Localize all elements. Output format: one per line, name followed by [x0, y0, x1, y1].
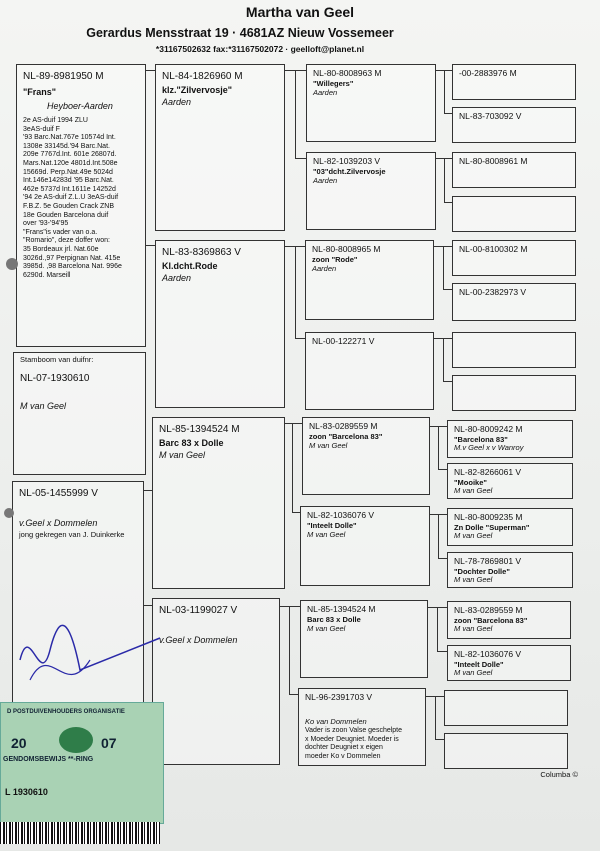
grandparent-box-3: NL-80-8008965 M zoon "Rode" Aarden	[305, 240, 434, 320]
connector-line	[295, 158, 306, 159]
connector-line	[292, 512, 300, 513]
sticker-number: L 1930610	[5, 787, 48, 797]
connector-line	[443, 338, 444, 381]
subject-ring: NL-05-1455999 V	[19, 488, 98, 499]
great-grandparent-box-5: NL-00-8100302 M	[452, 240, 576, 276]
connector-line	[285, 423, 302, 424]
owner-box	[16, 64, 146, 347]
great-grandparent-box-15	[444, 690, 568, 726]
connector-line	[443, 381, 452, 382]
parent-box-3: NL-85-1394524 M Barc 83 x Dolle M van Geel	[152, 417, 285, 589]
subject-note: jong gekregen van J. Duinkerke	[19, 530, 125, 539]
connector-line	[435, 739, 444, 740]
great-grandparent-box-11: NL-80-8009235 M Zn Dolle "Superman" M van Geel	[447, 508, 573, 546]
grandparent-box-1: NL-80-8008963 M "Willegers" Aarden	[306, 64, 436, 142]
great-grandparent-box-1: -00-2883976 M	[452, 64, 576, 100]
great-grandparent-box-2: NL-83-703092 V	[452, 107, 576, 143]
connector-line	[292, 423, 293, 512]
owner-pigeon-name: "Frans"	[23, 87, 57, 97]
parent-box-1: NL-84-1826960 M klz."Zilvervosje" Aarden	[155, 64, 285, 231]
connector-line	[289, 694, 298, 695]
breeder-contact: *31167502632 fax:*31167502072 · geelloft@planet.nl	[155, 44, 365, 54]
connector-line	[443, 289, 452, 290]
stamboom-ring: NL-07-1930610	[20, 373, 90, 384]
connector-line	[438, 558, 447, 559]
connector-line	[144, 490, 152, 491]
connector-line	[444, 158, 445, 202]
stamboom-label: Stamboom van duifnr:	[20, 355, 94, 364]
stamboom-box	[13, 352, 146, 475]
barcode	[0, 822, 160, 844]
great-grandparent-box-6: NL-00-2382973 V	[452, 283, 576, 321]
owner-notes: 2e AS-duif 1994 ZLU 3eAS-duif F '93 Barc.Nat.767e 10574d Int. 1308e 33145d.'94 Barc.Nat. 209e 7767d.Int. 601e 26807d. Mars.Nat.120e 4801d.Int.508e 15669d. Perp.Nat.49e 5024d Int.146e14283d '95 Barc.Nat. 462e 5737d Int.1611e 14252d '94 2e AS-duif Z.L.U 3eAS-duif F.B.Z. 5e Gouden Crack ZNB 18e Gouden Barcelona duif over '93-'94'95 "Frans"is vader van o.a. "Romario", deze doffer won: 35 Bordeaux jrl. Nat.60e 3026d.,97 Perpignan Nat. 415e 3985d. ,98 Barcelona Nat. 996e 6290d. Marseill	[23, 117, 122, 279]
connector-line	[438, 469, 447, 470]
connector-line	[438, 426, 439, 469]
connector-line	[295, 338, 305, 339]
great-grandparent-box-9: NL-80-8009242 M "Barcelona 83" M.v Geel x v Wanroy	[447, 420, 573, 458]
grandparent-8-note: Vader is zoon Valse geschelpte x Moeder Deugniet. Moeder is dochter Deugniet x eigen moeder Ko v Dommelen	[305, 727, 403, 760]
emblem-icon	[59, 727, 93, 753]
stamboom-owner: M van Geel	[20, 401, 67, 411]
breeder-address: Gerardus Mensstraat 19 · 4681AZ Nieuw Vossemeer	[86, 26, 394, 40]
connector-line	[437, 651, 447, 652]
grandparent-box-5: NL-83-0289559 M zoon "Barcelona 83" M van Geel	[302, 417, 430, 495]
parent-box-4: NL-03-1199027 V v.Geel x Dommelen	[152, 598, 280, 765]
great-grandparent-box-3: NL-80-8008961 M	[452, 152, 576, 188]
connector-line	[444, 202, 452, 203]
software-credit: Columba ©	[540, 770, 578, 779]
grandparent-box-8: NL-96-2391703 V Ko van Dommelen Vader is zoon Valse geschelpte x Moeder Deugniet. Moeder is dochter Deugniet x eigen moeder Ko v Dommelen	[298, 688, 426, 766]
punch-hole	[6, 258, 18, 270]
sticker-year-right: 07	[101, 735, 117, 751]
connector-line	[438, 514, 439, 558]
great-grandparent-box-14: NL-82-1036076 V "Inteelt Dolle" M van Geel	[447, 645, 571, 681]
ownership-sticker	[0, 702, 164, 824]
great-grandparent-box-12: NL-78-7869801 V "Dochter Dolle" M van Geel	[447, 552, 573, 588]
great-grandparent-box-16	[444, 733, 568, 769]
connector-line	[444, 113, 452, 114]
connector-line	[295, 246, 296, 338]
grandparent-box-4: NL-00-122271 V	[305, 332, 434, 410]
grandparent-box-6: NL-82-1036076 V "Inteelt Dolle" M van Geel	[300, 506, 430, 586]
great-grandparent-box-4	[452, 196, 576, 232]
great-grandparent-box-10: NL-82-8266061 V "Mooike" M van Geel	[447, 463, 573, 499]
great-grandparent-box-13: NL-83-0289559 M zoon "Barcelona 83" M van Geel	[447, 601, 571, 639]
signature-scribble	[10, 600, 170, 710]
grandparent-box-2: NL-82-1039203 V "03"dcht.Zilvervosje Aarden	[306, 152, 436, 230]
connector-line	[289, 606, 290, 694]
great-grandparent-box-7	[452, 332, 576, 368]
connector-line	[437, 607, 438, 651]
connector-line	[443, 246, 444, 289]
owner-ring: NL-89-8981950 M	[23, 71, 104, 82]
great-grandparent-box-8	[452, 375, 576, 411]
owner-breeder: Heyboer-Aarden	[47, 101, 113, 111]
breeder-name: Martha van Geel	[245, 4, 355, 20]
connector-line	[295, 70, 296, 158]
connector-line	[146, 245, 155, 246]
subject-owner: v.Geel x Dommelen	[19, 518, 98, 528]
connector-line	[444, 70, 445, 113]
punch-hole	[4, 508, 14, 518]
connector-line	[280, 606, 300, 607]
sticker-year-left: 20	[11, 735, 27, 751]
parent-box-2: NL-83-8369863 V Kl.dcht.Rode Aarden	[155, 240, 285, 408]
sticker-label: GENDOMSBEWIJS **-RING	[3, 756, 94, 763]
connector-line	[435, 696, 436, 739]
grandparent-box-7: NL-85-1394524 M Barc 83 x Dolle M van Geel	[300, 600, 428, 678]
connector-line	[146, 70, 155, 71]
sticker-org: D POSTDUIVENHOUDERS ORGANISATIE	[7, 709, 125, 715]
